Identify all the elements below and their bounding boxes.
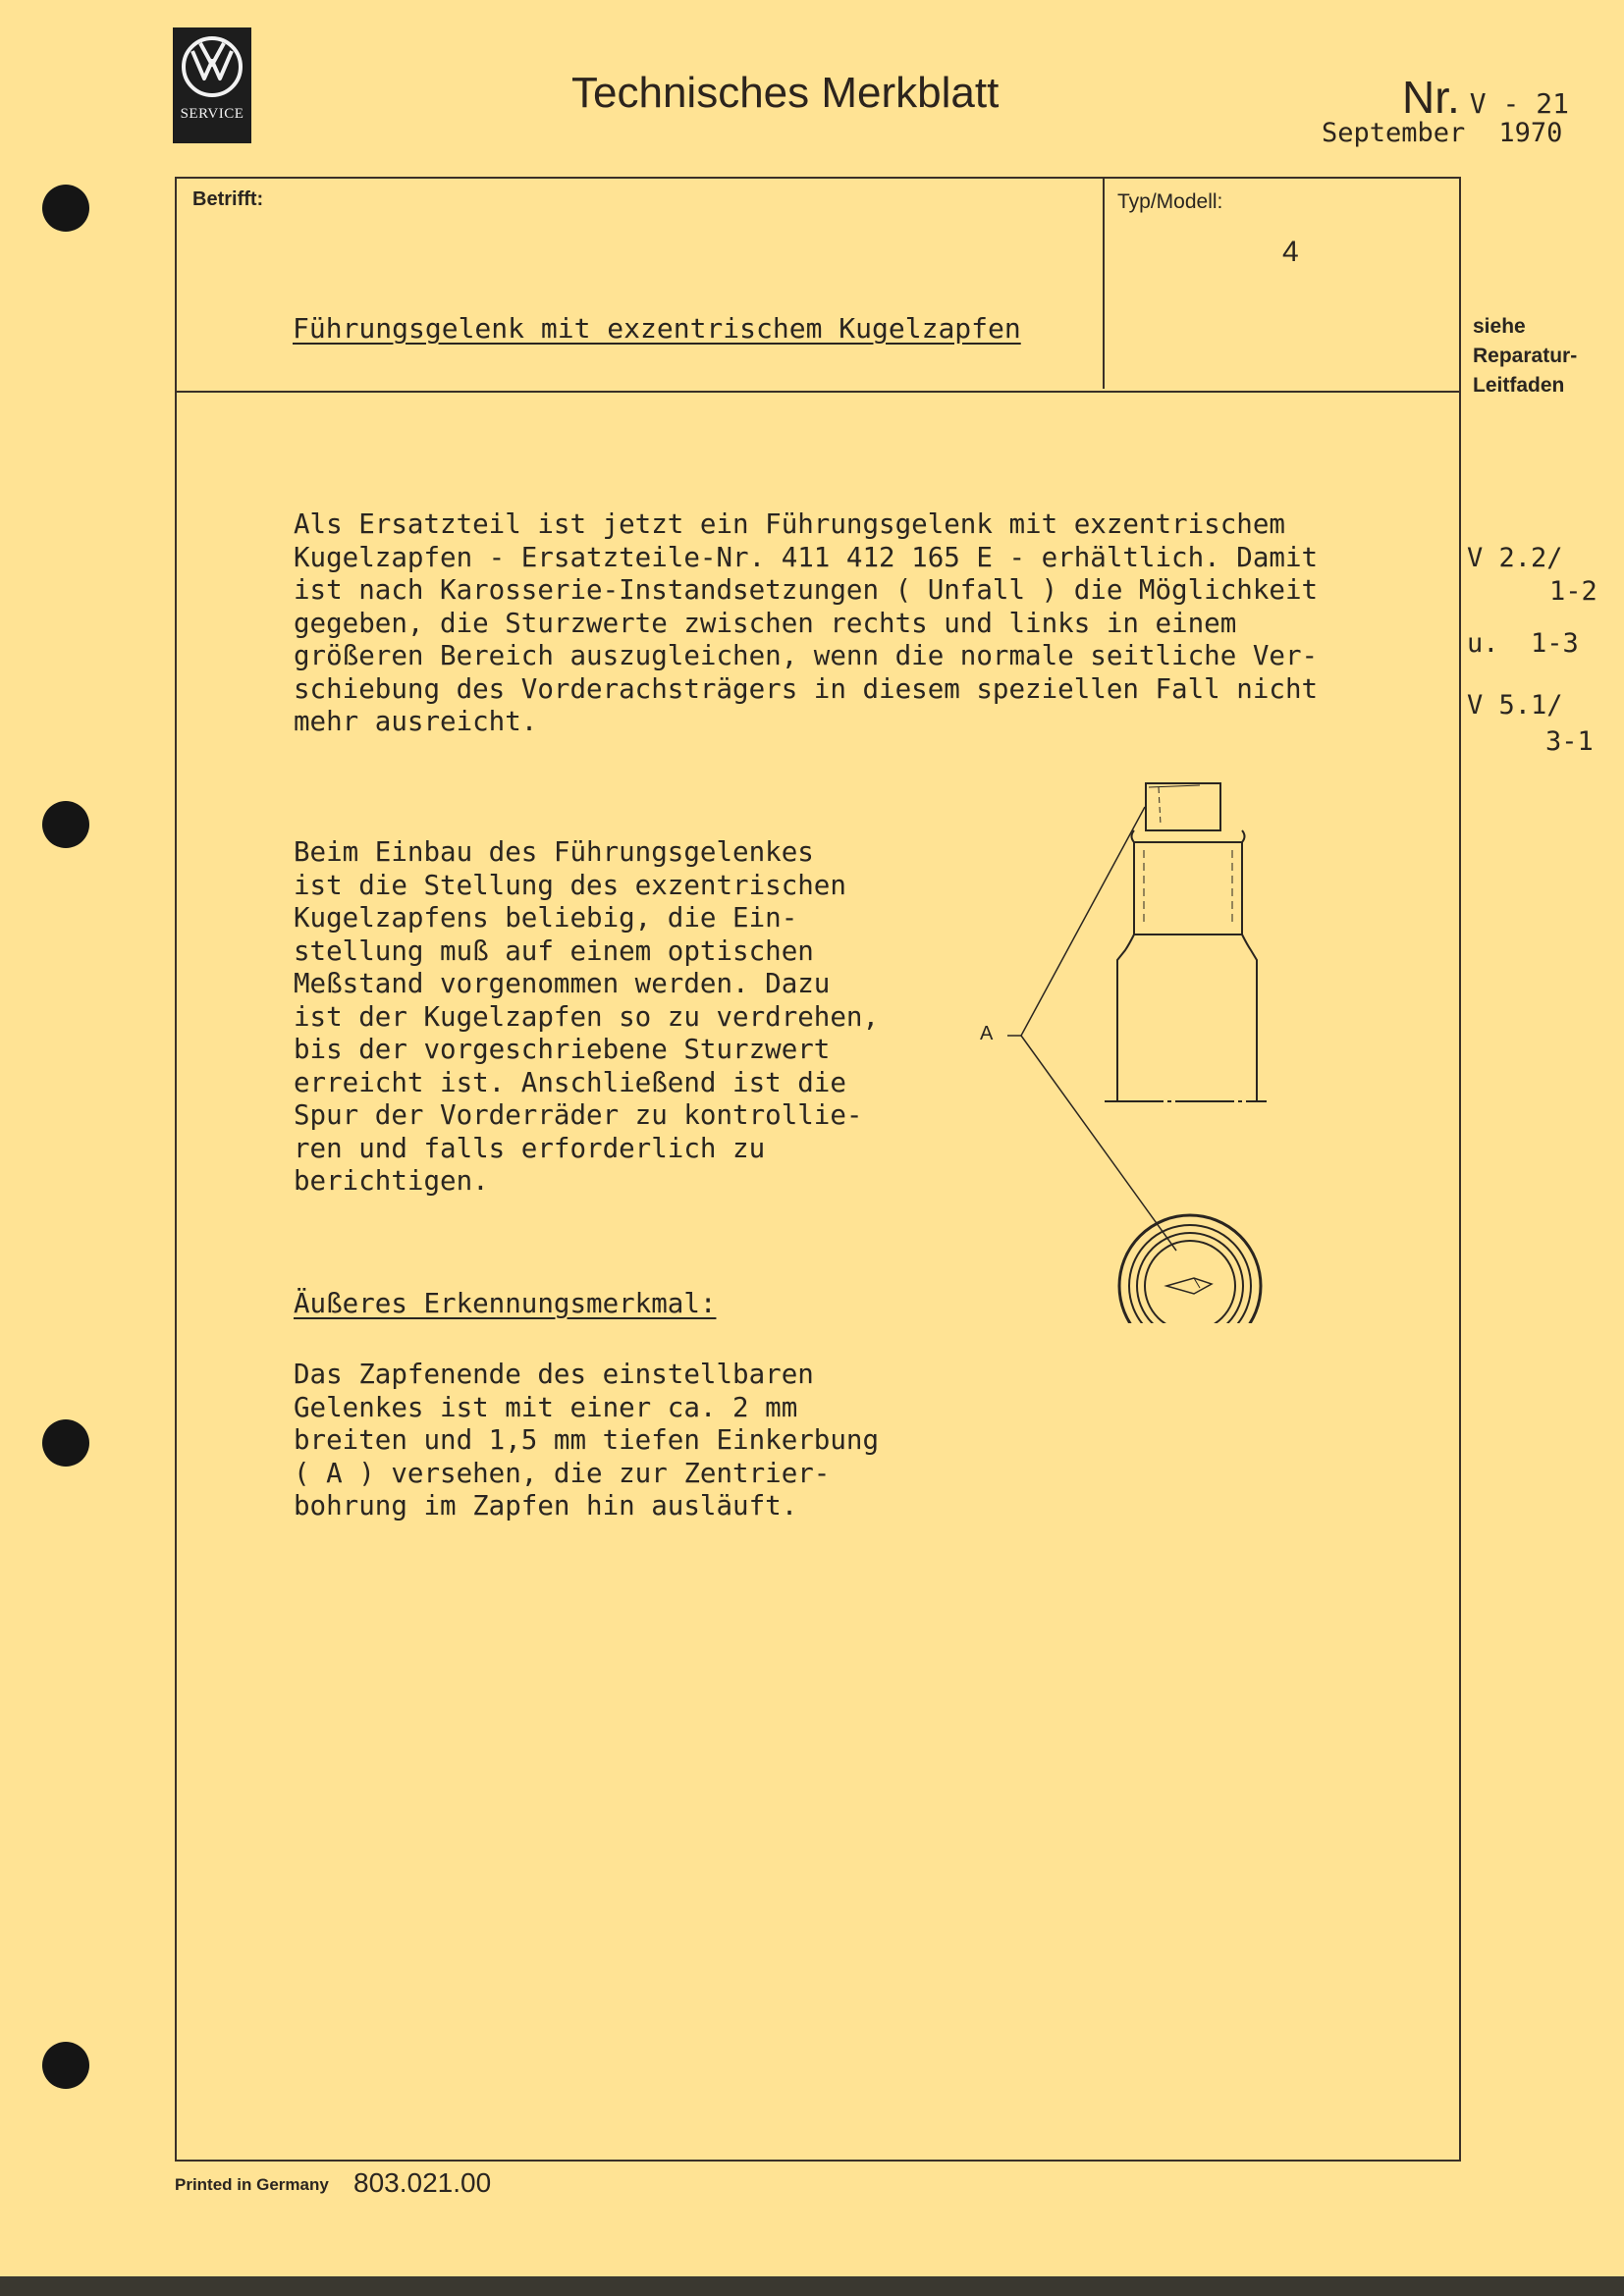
betrifft-label: Betrifft:: [192, 188, 264, 210]
typ-modell-value: 4: [1282, 236, 1299, 268]
footer-form-number: 803.021.00: [353, 2167, 492, 2198]
paragraph-zapfenende: Das Zapfenende des einstellbaren Gelenkes ist mit einer ca. 2 mm breiten und 1,5 mm tiefen Einkerbung ( A ) versehen, die zur Zentrier- bohrung im Zapfen hin ausläuft.: [294, 1359, 880, 1522]
document-date: [1322, 118, 1562, 148]
ball-joint-drawing: [972, 774, 1286, 1323]
subject-box-divider: [1103, 179, 1105, 389]
document-title: Technisches Merkblatt: [571, 69, 1000, 117]
punch-hole-4: [42, 2042, 89, 2089]
punch-hole-3: [42, 1419, 89, 1467]
siehe-reparatur-leitfaden: [1473, 312, 1577, 400]
nr-value: V - 21: [1469, 87, 1569, 120]
date-month: September: [1322, 118, 1466, 148]
siehe-line-3: Leitfaden: [1473, 374, 1565, 397]
subject-box: [175, 177, 1461, 393]
siehe-line-1: siehe: [1473, 315, 1526, 338]
reference-v51: V 5.1/: [1467, 690, 1563, 721]
siehe-line-2: Reparatur-: [1473, 345, 1578, 367]
paragraph-einbau: Beim Einbau des Führungsgelenkes ist die Stellung des exzentrischen Kugelzapfens beliebig, die Ein- stellung muß auf einem optischen Meßstand vorgenommen werden. Dazu ist der Kugelzapfen so zu verdrehen, bis der vorgeschriebene Sturzwert erreicht ist. Anschließend ist die Spur der Vorderräder zu kontrollie- ren und falls erforderlich zu berichtigen.: [294, 836, 880, 1197]
ball-joint-svg: [972, 774, 1286, 1323]
reference-1-2: 1-2: [1549, 576, 1597, 607]
footer-printed-in-germany: Printed in Germany: [175, 2175, 329, 2194]
logo-service-label: SERVICE: [180, 106, 244, 122]
reference-u-1-3: u. 1-3: [1467, 628, 1579, 659]
nr-label: Nr.: [1402, 72, 1460, 123]
scan-edge: [0, 2276, 1624, 2296]
document-number: [1402, 71, 1569, 124]
vw-service-logo: [173, 27, 251, 143]
reference-v22: V 2.2/: [1467, 543, 1563, 573]
figure-callout-a: A: [980, 1023, 994, 1044]
subject-title: Führungsgelenk mit exzentrischem Kugelzapfen: [293, 312, 1021, 345]
vw-emblem-icon: [181, 35, 244, 98]
reference-3-1: 3-1: [1545, 726, 1594, 757]
punch-hole-1: [42, 185, 89, 232]
heading-erkennungsmerkmal: Äußeres Erkennungsmerkmal:: [294, 1288, 717, 1319]
paragraph-ersatzteil: Als Ersatzteil ist jetzt ein Führungsgelenk mit exzentrischem Kugelzapfen - Ersatzteile-Nr. 411 412 165 E - erhältlich. Damit ist nach Karosserie-Instandsetzungen ( Unfall ) die Möglichkeit gegeben, die Sturzwerte zwischen rechts und links in einem größeren Bereich auszugleichen, wenn die normale seitliche Ver- schiebung des Vorderachsträgers in diesem speziellen Fall nicht mehr ausreicht.: [294, 508, 1319, 737]
punch-hole-2: [42, 801, 89, 848]
date-year: 1970: [1498, 118, 1563, 148]
typ-modell-label: Typ/Modell:: [1117, 190, 1223, 213]
